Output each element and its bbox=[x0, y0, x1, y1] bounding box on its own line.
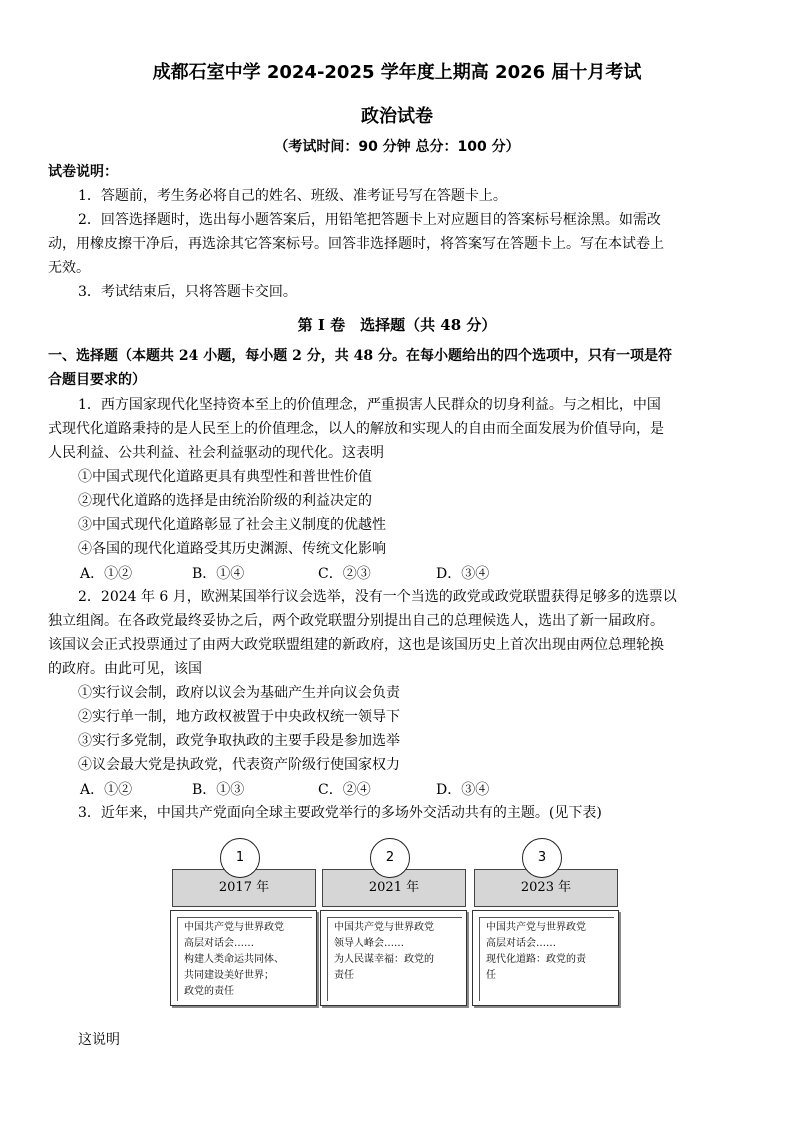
q1-option-c[interactable]: C．②③ bbox=[318, 566, 371, 582]
q2-stem-cont: 独立组阁。在各政党最终妥协之后，两个政党联盟分别提出自己的总理候选人，选出了新一届政府。 bbox=[48, 613, 664, 629]
card-line: 高层对话会…… bbox=[184, 938, 254, 949]
q1-stem-cont: 式现代化道路秉持的是人民至上的价值理念，以人的解放和实现人的自由而全面发展为价值导向，是 bbox=[48, 421, 664, 437]
instruction-item-2: 2．回答选择题时，选出每小题答案后，用铅笔把答题卡上对应题目的答案标号框涂黑。如需改 bbox=[78, 212, 661, 228]
diagram-column-1 bbox=[170, 838, 316, 1010]
part-heading: 一、选择题（本题共 24 小题，每小题 2 分，共 48 分。在每小题给出的四个选项中，只有一项是符 bbox=[48, 348, 672, 364]
q1-statement-1: ①中国式现代化道路更具有典型性和普世性价值 bbox=[78, 469, 372, 485]
instruction-item-3: 3．考试结束后，只将答题卡交回。 bbox=[78, 284, 297, 300]
q1-option-a[interactable]: A．①② bbox=[80, 566, 133, 582]
q3-stem: 3．近年来，中国共产党面向全球主要政党举行的多场外交活动共有的主题。(见下表) bbox=[78, 805, 602, 821]
q1-option-b[interactable]: B．①④ bbox=[192, 566, 245, 582]
diagram-card-3 bbox=[472, 910, 619, 1006]
q2-statement-1: ①实行议会制，政府以议会为基础产生并向议会负责 bbox=[78, 685, 400, 701]
instruction-item-2-cont: 动，用橡皮擦干净后，再选涂其它答案标号。回答非选择题时，将答案写在答题卡上。写在本试卷上 bbox=[48, 236, 664, 252]
q3-tail: 这说明 bbox=[78, 1032, 120, 1048]
instructions-heading: 试卷说明： bbox=[48, 164, 118, 180]
section-title: 第 I 卷 选择题（共 48 分） bbox=[297, 316, 497, 334]
q1-stem-cont: 人民利益、公共利益、社会利益驱动的现代化。这表明 bbox=[48, 445, 384, 461]
card-line: 中国共产党与世界政党 bbox=[486, 922, 586, 933]
card-line: 现代化道路：政党的责 bbox=[486, 954, 586, 965]
q2-option-a[interactable]: A．①② bbox=[80, 782, 133, 798]
part-heading-cont: 合题目要求的） bbox=[48, 372, 146, 388]
q1-statement-4: ④各国的现代化道路受其历史渊源、传统文化影响 bbox=[78, 541, 386, 557]
card-line: 中国共产党与世界政党 bbox=[334, 922, 434, 933]
q2-stem-cont: 该国议会正式投票通过了由两大政党联盟组建的新政府，这也是该国历史上首次出现由两位总理轮换 bbox=[48, 637, 664, 653]
q1-statement-3: ③中国式现代化道路彰显了社会主义制度的优越性 bbox=[78, 517, 386, 533]
card-line: 领导人峰会…… bbox=[334, 938, 404, 949]
q2-statement-2: ②实行单一制，地方政权被置于中央政权统一领导下 bbox=[78, 709, 400, 725]
diagram-card-1 bbox=[170, 910, 317, 1006]
q1-statement-2: ②现代化道路的选择是由统治阶级的利益决定的 bbox=[78, 493, 372, 509]
instruction-item-1: 1．答题前，考生务必将自己的姓名、班级、准考证号写在答题卡上。 bbox=[78, 188, 507, 204]
diagram-number-3: 3 bbox=[522, 838, 562, 878]
diagram-card-2 bbox=[320, 910, 467, 1006]
q2-option-b[interactable]: B．①③ bbox=[192, 782, 245, 798]
diagram-year-3: 2023 年 bbox=[474, 869, 618, 907]
card-line: 任 bbox=[486, 970, 496, 981]
q2-stem: 2．2024 年 6 月，欧洲某国举行议会选举，没有一个当选的政党或政党联盟获得足够多的选票以 bbox=[78, 589, 677, 605]
q2-options bbox=[80, 779, 489, 799]
q3-diagram bbox=[170, 838, 620, 1010]
q2-statement-4: ④议会最大党是执政党，代表资产阶级行使国家权力 bbox=[78, 757, 400, 773]
exam-info: （考试时间：90 分钟 总分：100 分） bbox=[274, 139, 520, 155]
q2-statement-3: ③实行多党制，政党争取执政的主要手段是参加选举 bbox=[78, 733, 400, 749]
q1-option-d[interactable]: D．③④ bbox=[436, 566, 490, 582]
diagram-year-1: 2017 年 bbox=[172, 869, 316, 907]
diagram-year-2: 2021 年 bbox=[322, 869, 466, 907]
exam-subject: 政治试卷 bbox=[361, 106, 433, 127]
card-line: 中国共产党与世界政党 bbox=[184, 922, 284, 933]
diagram-column-3 bbox=[472, 838, 618, 1010]
diagram-number-1: 1 bbox=[220, 838, 260, 878]
card-line: 责任 bbox=[334, 970, 354, 981]
card-line: 共同建设美好世界； bbox=[184, 970, 274, 981]
q2-option-d[interactable]: D．③④ bbox=[436, 782, 490, 798]
diagram-number-2: 2 bbox=[370, 838, 410, 878]
instruction-item-2-cont: 无效。 bbox=[48, 260, 90, 276]
q1-stem: 1．西方国家现代化坚持资本至上的价值理念，严重损害人民群众的切身利益。与之相比，中国 bbox=[78, 397, 661, 413]
card-line: 构建人类命运共同体、 bbox=[184, 954, 284, 965]
q2-stem-cont: 的政府。由此可见，该国 bbox=[48, 661, 202, 677]
card-line: 政党的责任 bbox=[184, 986, 234, 997]
q2-option-c[interactable]: C．②④ bbox=[318, 782, 371, 798]
q1-options bbox=[80, 563, 489, 583]
card-line: 为人民谋幸福：政党的 bbox=[334, 954, 434, 965]
card-line: 高层对话会…… bbox=[486, 938, 556, 949]
diagram-column-2 bbox=[320, 838, 466, 1010]
exam-title: 成都石室中学 2024-2025 学年度上期高 2026 届十月考试 bbox=[152, 62, 642, 83]
